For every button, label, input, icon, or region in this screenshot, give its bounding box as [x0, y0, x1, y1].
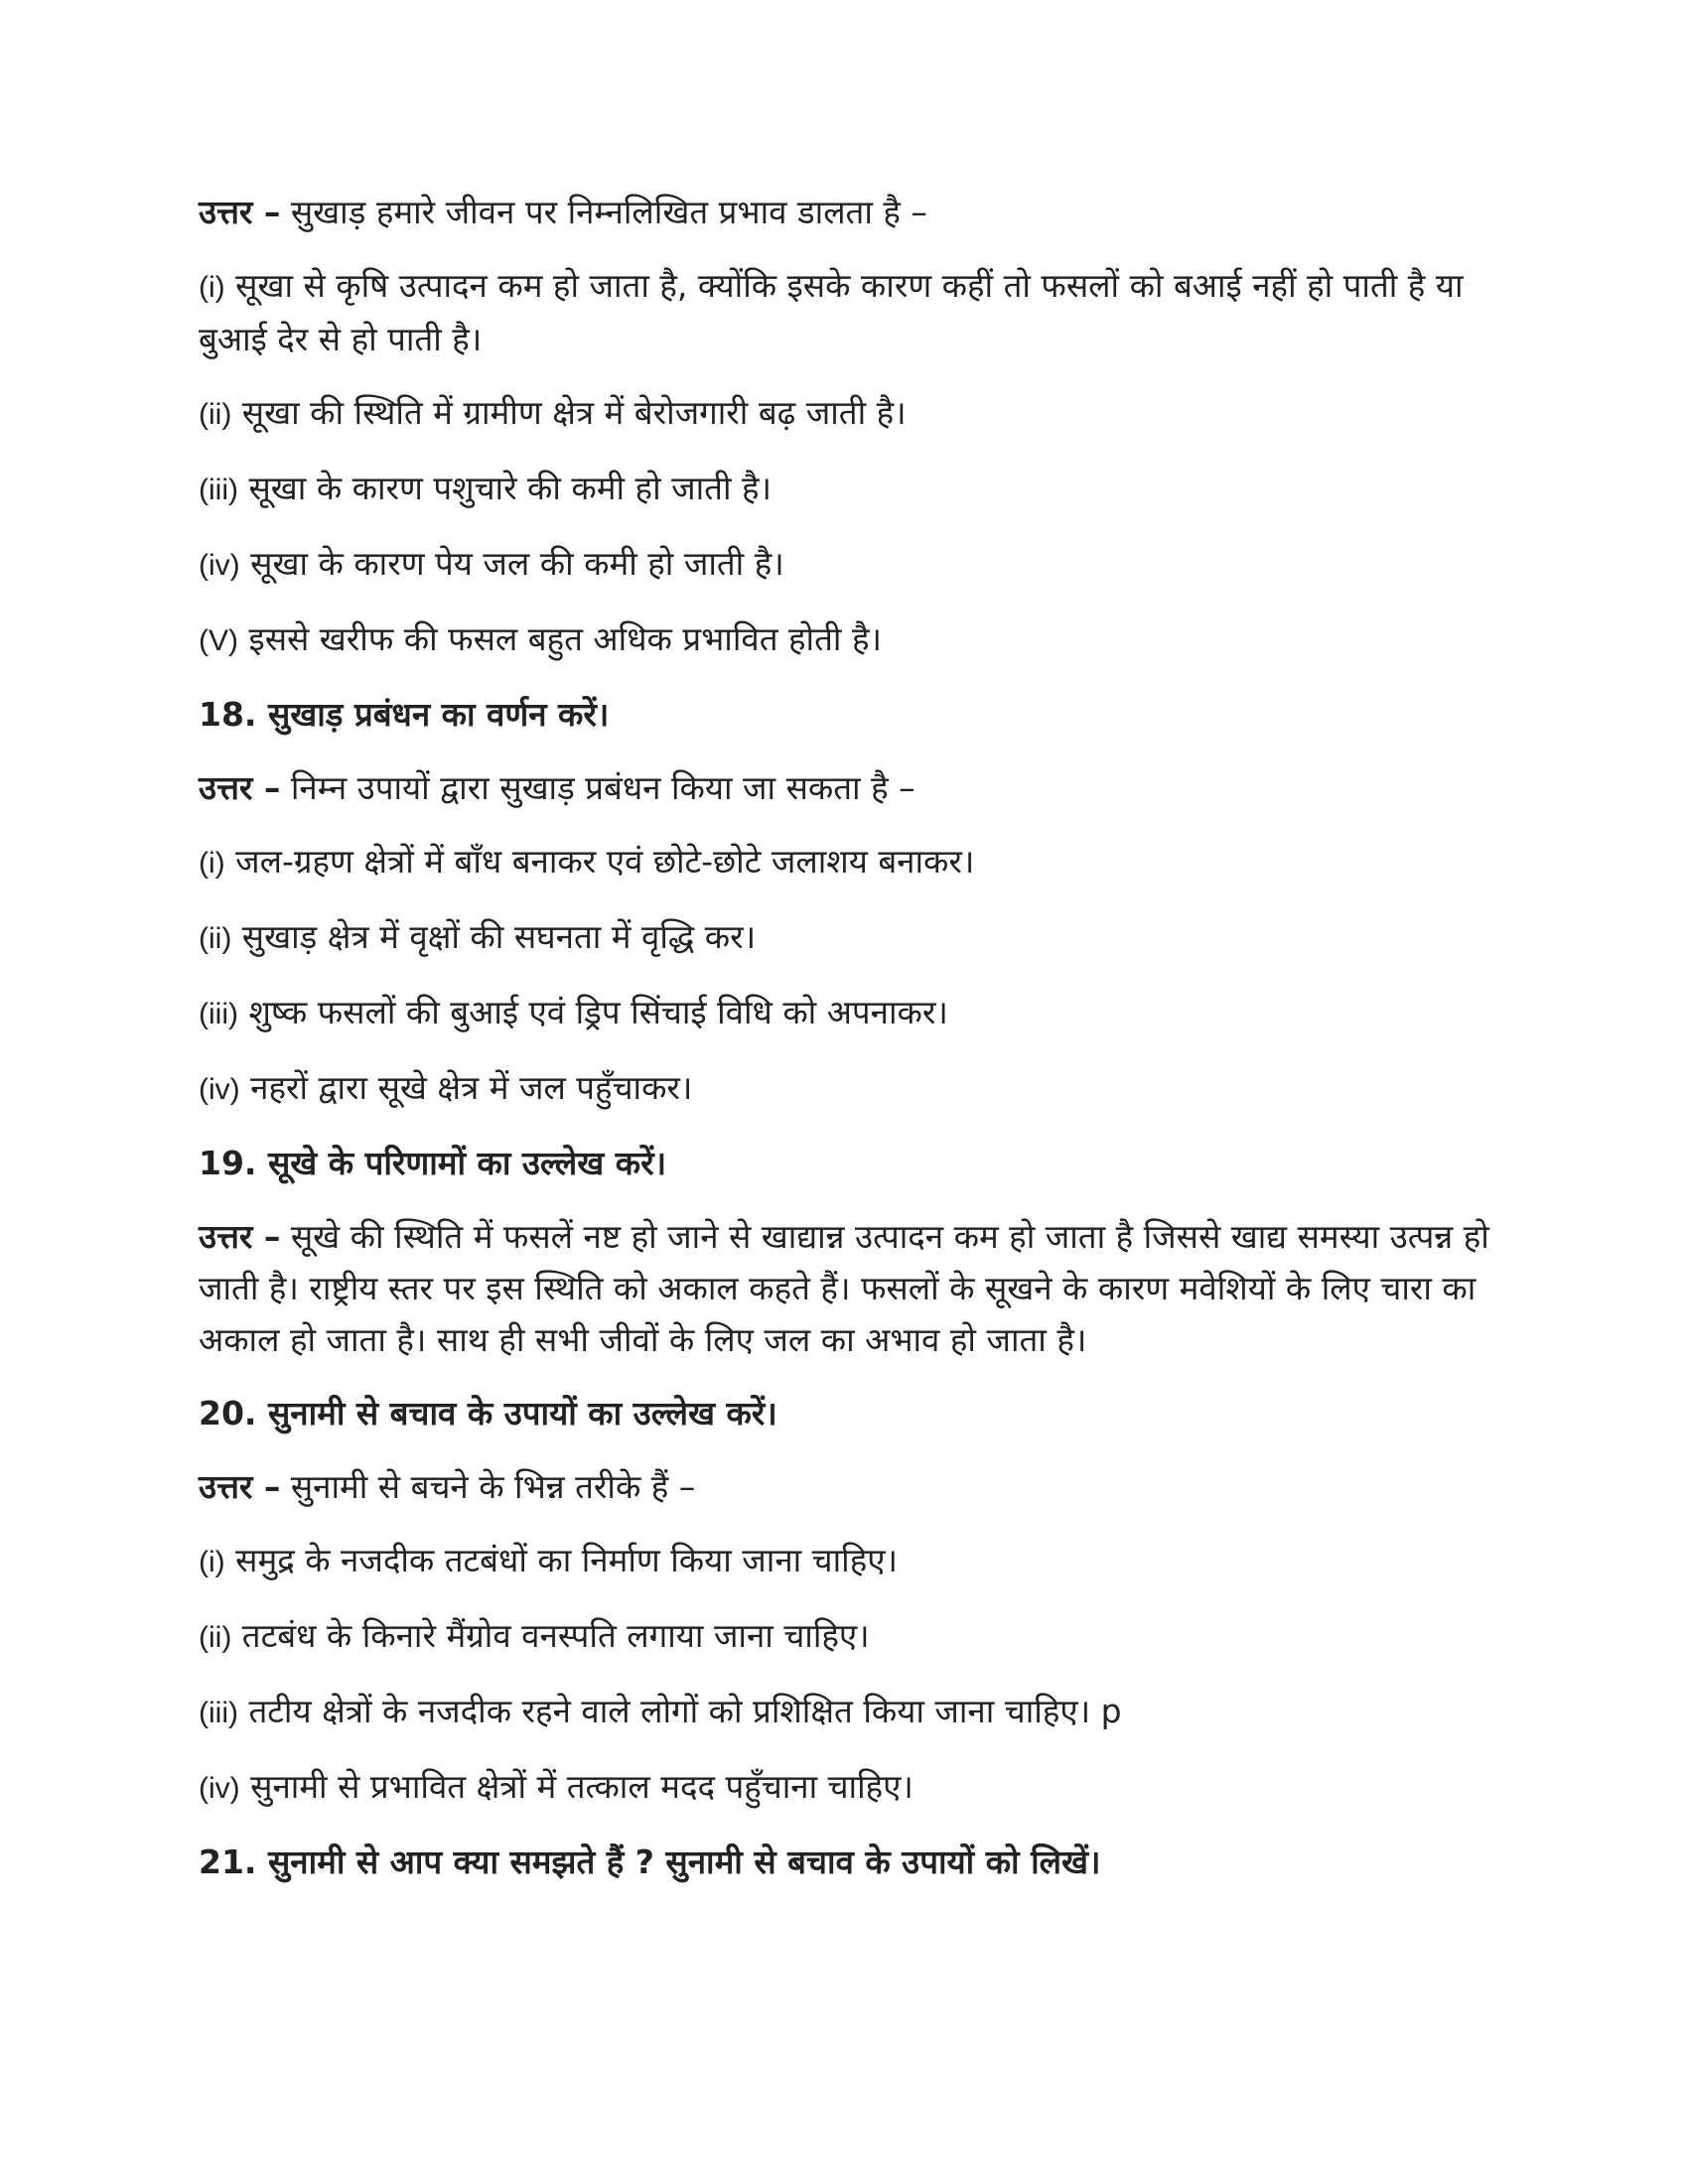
list-item — [199, 1761, 1509, 1815]
item-text: सूखा के कारण पशुचारे की कमी हो जाती है। — [237, 469, 773, 507]
item-marker: (iv) — [199, 1772, 240, 1805]
item-marker: (i) — [199, 847, 225, 880]
item-text: नहरों द्वारा सूखे क्षेत्र में जल पहुँचाकर। — [239, 1068, 693, 1107]
question-heading-20: 20. सुनामी से बचाव के उपायों का उल्लेख करें। — [199, 1394, 777, 1433]
answer-label: उत्तर – — [199, 1217, 281, 1256]
answer-label: उत्तर – — [199, 1467, 281, 1506]
item-marker: (V) — [199, 624, 238, 657]
item-text: सुनामी से प्रभावित क्षेत्रों में तत्काल मदद पहुँचाना चाहिए। — [239, 1767, 914, 1806]
item-marker: (iii) — [199, 1697, 238, 1729]
item-text: सूखा से कृषि उत्पादन कम हो जाता है, क्योंकि इसके कारण कहीं तो फसलों को बआई नहीं हो पाती है या बुआई देर से हो पाती है। — [199, 266, 1464, 358]
list-item — [199, 1610, 1509, 1664]
answer-label: उत्तर – — [199, 768, 281, 807]
list-item — [199, 463, 1509, 516]
item-marker: (ii) — [199, 398, 232, 431]
answer-paragraph — [199, 187, 1509, 238]
list-item — [199, 1535, 1509, 1588]
item-text: सूखा के कारण पेय जल की कमी हो जाती है। — [239, 544, 784, 583]
list-item — [199, 1686, 1509, 1739]
answer-text: सूखे की स्थिति में फसलें नष्ट हो जाने से खाद्यान्न उत्पादन कम हो जाता है जिससे खाद्य समस्या उत्पन्न हो जाती है। राष्ट्रीय स्तर पर इस स्थिति को अकाल कहते हैं। फसलों के सूखने के कारण मवेशियों के लिए चारा का अकाल हो जाता है। साथ ही सभी जीवों के लिए जल का अभाव हो जाता है। — [199, 1217, 1489, 1359]
item-text: सूखा की स्थिति में ग्रामीण क्षेत्र में बेरोजगारी बढ़ जाती है। — [231, 393, 907, 432]
item-marker: (iv) — [199, 549, 240, 582]
list-item — [199, 387, 1509, 441]
question-heading-21: 21. सुनामी से आप क्या समझते हैं ? सुनामी से बचाव के उपायों को लिखें। — [199, 1843, 1101, 1881]
item-text: तटीय क्षेत्रों के नजदीक रहने वाले लोगों को प्रशिक्षित किया जाना चाहिए। p — [237, 1692, 1122, 1730]
question-heading-18: 18. सुखाड़ प्रबंधन का वर्णन करें। — [199, 695, 610, 734]
item-marker: (iv) — [199, 1073, 240, 1106]
list-item — [199, 836, 1509, 889]
item-text: समुद्र के नजदीक तटबंधों का निर्माण किया जाना चाहिए। — [224, 1541, 899, 1579]
item-text: तटबंध के किनारे मैंग्रोव वनस्पति लगाया जाना चाहिए। — [231, 1616, 870, 1655]
answer-paragraph — [199, 762, 1509, 814]
list-item — [199, 987, 1509, 1040]
list-item — [199, 260, 1509, 365]
list-item — [199, 614, 1509, 667]
item-marker: (i) — [199, 1546, 225, 1578]
list-item — [199, 911, 1509, 965]
item-text: सुखाड़ क्षेत्र में वृक्षों की सघनता में वृद्धि कर। — [231, 917, 757, 956]
answer-label: उत्तर – — [199, 193, 281, 231]
item-marker: (iii) — [199, 474, 238, 506]
list-item — [199, 538, 1509, 592]
item-marker: (ii) — [199, 1621, 232, 1654]
item-marker: (i) — [199, 271, 225, 304]
item-marker: (ii) — [199, 922, 232, 955]
item-text: जल-ग्रहण क्षेत्रों में बाँध बनाकर एवं छोटे-छोटे जलाशय बनाकर। — [224, 842, 975, 881]
list-item — [199, 1062, 1509, 1116]
answer-paragraph — [199, 1461, 1509, 1513]
answer-text: सुखाड़ हमारे जीवन पर निम्नलिखित प्रभाव डालता है – — [280, 193, 927, 231]
question-heading-19: 19. सूखे के परिणामों का उल्लेख करें। — [199, 1144, 667, 1182]
answer-text: सुनामी से बचने के भिन्न तरीके हैं – — [280, 1467, 696, 1506]
answer-paragraph — [199, 1211, 1509, 1366]
document-page — [199, 187, 1509, 1910]
item-text: इससे खरीफ की फसल बहुत अधिक प्रभावित होती है। — [238, 619, 882, 658]
answer-text: निम्न उपायों द्वारा सुखाड़ प्रबंधन किया जा सकता है – — [280, 768, 915, 807]
item-marker: (iii) — [199, 998, 238, 1030]
item-text: शुष्क फसलों की बुआई एवं ड्रिप सिंचाई विधि को अपनाकर। — [237, 993, 948, 1031]
